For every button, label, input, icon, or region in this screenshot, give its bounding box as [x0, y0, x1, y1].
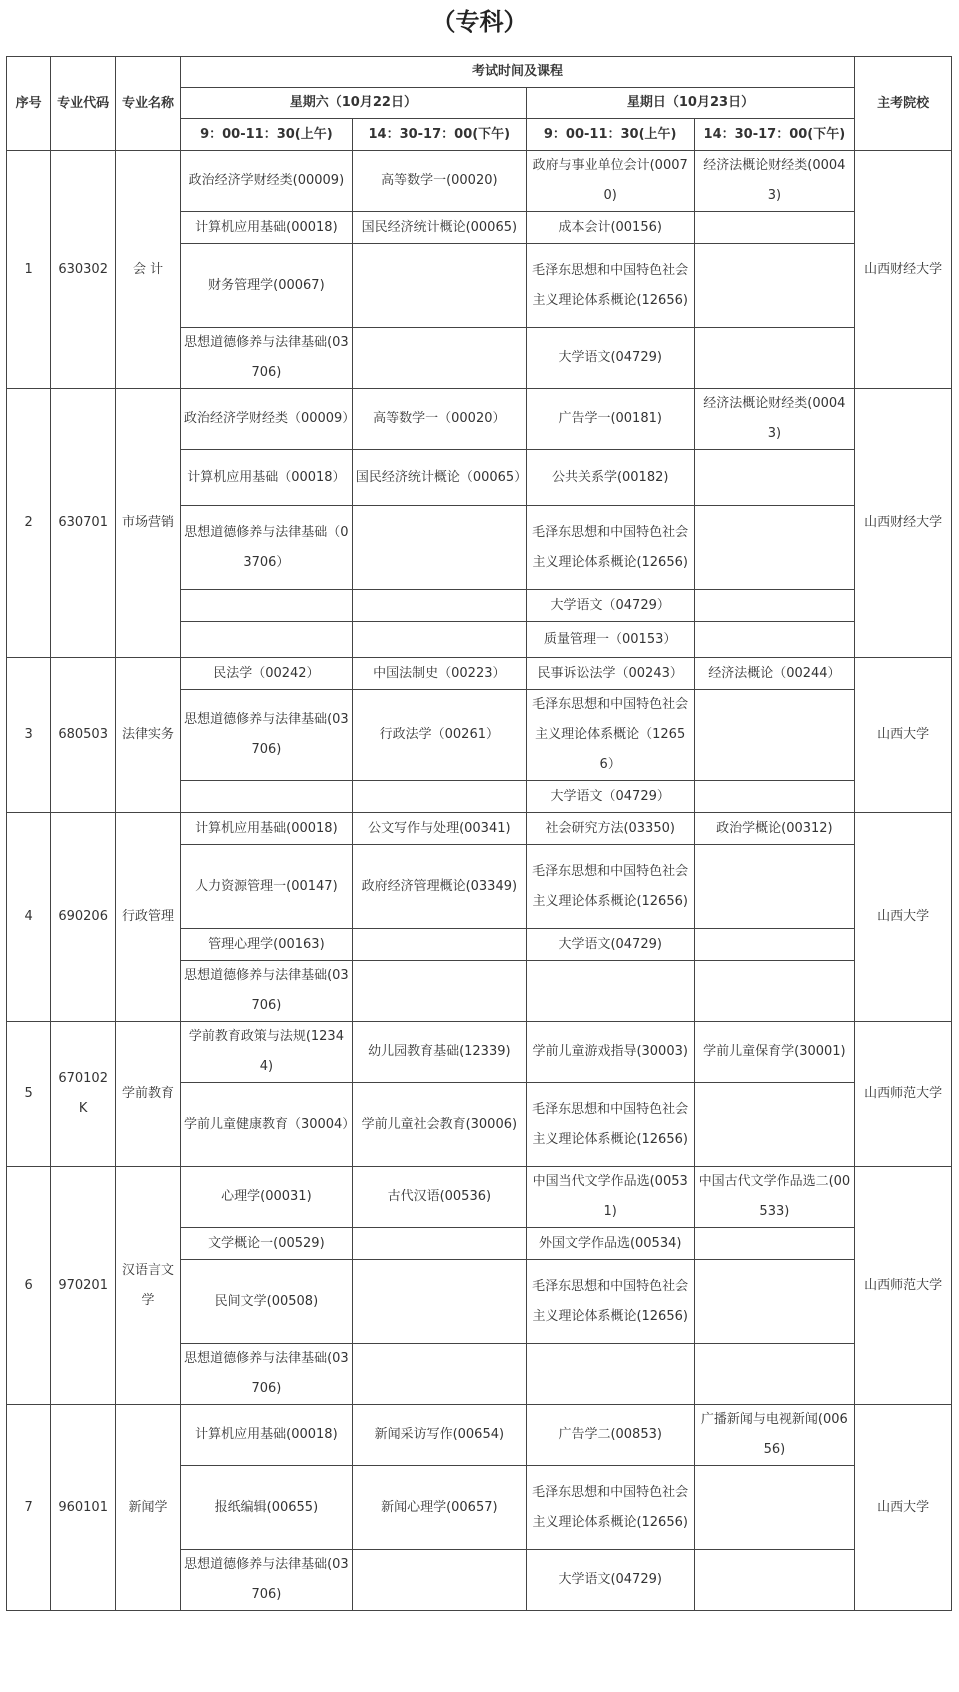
course-sun-afternoon [694, 328, 855, 389]
course-sat-morning: 计算机应用基础(00018) [180, 212, 352, 244]
header-sunday: 星期日（10月23日） [526, 88, 854, 119]
header-exam-time-courses: 考试时间及课程 [180, 57, 854, 88]
major-school: 山西大学 [855, 1405, 952, 1611]
major-seq: 2 [7, 389, 51, 658]
major-school: 山西大学 [855, 658, 952, 813]
course-sat-morning: 思想道德修养与法律基础(03706) [180, 1344, 352, 1405]
course-sat-afternoon [352, 929, 526, 961]
course-sat-morning: 学前儿童健康教育（30004） [180, 1083, 352, 1167]
major-code: 630302 [51, 151, 116, 389]
course-sun-morning: 政府与事业单位会计(00070) [526, 151, 694, 212]
table-row [7, 1405, 952, 1466]
course-sat-afternoon: 政府经济管理概论(03349) [352, 845, 526, 929]
course-sun-morning [526, 961, 694, 1022]
course-sun-afternoon: 经济法概论（00244） [694, 658, 855, 690]
course-sat-afternoon [352, 1344, 526, 1405]
course-sat-afternoon [352, 590, 526, 622]
course-sun-morning: 毛泽东思想和中国特色社会主义理论体系概论(12656) [526, 506, 694, 590]
course-sun-afternoon [694, 961, 855, 1022]
course-sun-afternoon [694, 781, 855, 813]
course-sun-afternoon [694, 1260, 855, 1344]
course-sat-afternoon [352, 1550, 526, 1611]
course-sun-morning: 质量管理一（00153） [526, 622, 694, 658]
course-sat-afternoon: 学前儿童社会教育(30006) [352, 1083, 526, 1167]
course-sun-afternoon [694, 1550, 855, 1611]
header-sat-morning: 9：00-11：30(上午) [180, 119, 352, 151]
course-sun-morning: 学前儿童游戏指导(30003) [526, 1022, 694, 1083]
course-sun-morning: 公共关系学(00182) [526, 450, 694, 506]
major-name: 汉语言文学 [116, 1167, 181, 1405]
course-sat-morning: 思想道德修养与法律基础(03706) [180, 690, 352, 781]
major-school: 山西大学 [855, 813, 952, 1022]
header-seq: 序号 [7, 57, 51, 151]
course-sun-morning [526, 1344, 694, 1405]
course-sat-afternoon [352, 781, 526, 813]
course-sun-afternoon [694, 1083, 855, 1167]
course-sun-morning: 大学语文(04729) [526, 328, 694, 389]
course-sat-morning: 心理学(00031) [180, 1167, 352, 1228]
course-sat-morning: 政治经济学财经类(00009) [180, 151, 352, 212]
course-sat-morning: 民法学（00242） [180, 658, 352, 690]
course-sat-afternoon [352, 506, 526, 590]
major-name: 市场营销 [116, 389, 181, 658]
course-sun-afternoon [694, 212, 855, 244]
header-sat-afternoon: 14：30-17：00(下午) [352, 119, 526, 151]
table-row [7, 813, 952, 845]
course-sun-afternoon: 经济法概论财经类(00043) [694, 389, 855, 450]
major-seq: 4 [7, 813, 51, 1022]
course-sat-afternoon: 高等数学一(00020) [352, 151, 526, 212]
major-name: 学前教育 [116, 1022, 181, 1167]
course-sat-morning: 管理心理学(00163) [180, 929, 352, 961]
major-name: 行政管理 [116, 813, 181, 1022]
course-sun-afternoon [694, 590, 855, 622]
header-major-name: 专业名称 [116, 57, 181, 151]
course-sun-morning: 大学语文(04729) [526, 929, 694, 961]
course-sat-afternoon [352, 1260, 526, 1344]
major-seq: 6 [7, 1167, 51, 1405]
course-sun-morning: 中国当代文学作品选(00531) [526, 1167, 694, 1228]
header-school: 主考院校 [855, 57, 952, 151]
course-sun-morning: 成本会计(00156) [526, 212, 694, 244]
major-school: 山西师范大学 [855, 1022, 952, 1167]
major-seq: 1 [7, 151, 51, 389]
header-sun-afternoon: 14：30-17：00(下午) [694, 119, 855, 151]
course-sat-morning: 文学概论一(00529) [180, 1228, 352, 1260]
major-code: 630701 [51, 389, 116, 658]
course-sat-afternoon: 高等数学一（00020） [352, 389, 526, 450]
table-row [7, 389, 952, 450]
major-code: 960101 [51, 1405, 116, 1611]
course-sat-afternoon: 幼儿园教育基础(12339) [352, 1022, 526, 1083]
major-name: 法律实务 [116, 658, 181, 813]
course-sat-morning [180, 590, 352, 622]
course-sun-morning: 毛泽东思想和中国特色社会主义理论体系概论(12656) [526, 1466, 694, 1550]
course-sat-morning: 思想道德修养与法律基础（03706） [180, 506, 352, 590]
course-sun-morning: 毛泽东思想和中国特色社会主义理论体系概论(12656) [526, 845, 694, 929]
course-sat-afternoon: 国民经济统计概论(00065) [352, 212, 526, 244]
course-sun-morning: 大学语文（04729） [526, 590, 694, 622]
course-sat-morning: 思想道德修养与法律基础(03706) [180, 328, 352, 389]
course-sat-morning: 思想道德修养与法律基础(03706) [180, 961, 352, 1022]
course-sun-afternoon: 中国古代文学作品选二(00533) [694, 1167, 855, 1228]
course-sat-afternoon [352, 244, 526, 328]
course-sat-afternoon: 公文写作与处理(00341) [352, 813, 526, 845]
header-sun-morning: 9：00-11：30(上午) [526, 119, 694, 151]
course-sun-afternoon: 政治学概论(00312) [694, 813, 855, 845]
table-row [7, 658, 952, 690]
major-seq: 7 [7, 1405, 51, 1611]
course-sat-morning: 财务管理学(00067) [180, 244, 352, 328]
major-school: 山西财经大学 [855, 151, 952, 389]
course-sun-afternoon [694, 845, 855, 929]
major-seq: 3 [7, 658, 51, 813]
major-code: 970201 [51, 1167, 116, 1405]
major-code: 670102K [51, 1022, 116, 1167]
header-saturday: 星期六（10月22日） [180, 88, 526, 119]
course-sun-morning: 毛泽东思想和中国特色社会主义理论体系概论(12656) [526, 244, 694, 328]
table-row [7, 1167, 952, 1228]
course-sat-afternoon [352, 328, 526, 389]
course-sun-morning: 毛泽东思想和中国特色社会主义理论体系概论(12656) [526, 1083, 694, 1167]
course-sat-morning: 政治经济学财经类（00009） [180, 389, 352, 450]
table-row [7, 1022, 952, 1083]
course-sat-afternoon: 行政法学（00261） [352, 690, 526, 781]
course-sat-afternoon: 国民经济统计概论（00065） [352, 450, 526, 506]
course-sun-afternoon [694, 244, 855, 328]
course-sun-afternoon [694, 450, 855, 506]
course-sun-afternoon [694, 1466, 855, 1550]
major-name: 会 计 [116, 151, 181, 389]
table-header [7, 57, 952, 151]
course-sun-afternoon [694, 622, 855, 658]
course-sat-morning [180, 622, 352, 658]
course-sat-morning: 思想道德修养与法律基础(03706) [180, 1550, 352, 1611]
course-sun-afternoon [694, 1228, 855, 1260]
course-sun-morning: 广告学一(00181) [526, 389, 694, 450]
major-school: 山西财经大学 [855, 389, 952, 658]
course-sat-afternoon: 新闻采访写作(00654) [352, 1405, 526, 1466]
course-sat-morning: 人力资源管理一(00147) [180, 845, 352, 929]
course-sun-morning: 民事诉讼法学（00243） [526, 658, 694, 690]
course-sat-morning: 报纸编辑(00655) [180, 1466, 352, 1550]
major-seq: 5 [7, 1022, 51, 1167]
course-sun-afternoon [694, 929, 855, 961]
course-sun-afternoon [694, 506, 855, 590]
table-row [7, 151, 952, 212]
course-sat-morning: 计算机应用基础(00018) [180, 813, 352, 845]
course-sun-afternoon: 经济法概论财经类(00043) [694, 151, 855, 212]
course-sat-morning: 民间文学(00508) [180, 1260, 352, 1344]
course-sun-morning: 大学语文（04729） [526, 781, 694, 813]
course-sat-morning: 计算机应用基础(00018) [180, 1405, 352, 1466]
course-sun-morning: 毛泽东思想和中国特色社会主义理论体系概论(12656) [526, 1260, 694, 1344]
major-school: 山西师范大学 [855, 1167, 952, 1405]
course-sat-morning: 计算机应用基础（00018） [180, 450, 352, 506]
course-sun-afternoon [694, 690, 855, 781]
major-code: 690206 [51, 813, 116, 1022]
major-name: 新闻学 [116, 1405, 181, 1611]
course-sat-afternoon [352, 1228, 526, 1260]
course-sat-afternoon: 新闻心理学(00657) [352, 1466, 526, 1550]
course-sun-morning: 大学语文(04729) [526, 1550, 694, 1611]
exam-schedule-table [6, 56, 952, 1611]
course-sat-afternoon: 古代汉语(00536) [352, 1167, 526, 1228]
course-sat-morning: 学前教育政策与法规(12344) [180, 1022, 352, 1083]
course-sun-afternoon: 广播新闻与电视新闻(00656) [694, 1405, 855, 1466]
course-sat-afternoon [352, 622, 526, 658]
course-sun-afternoon [694, 1344, 855, 1405]
header-major-code: 专业代码 [51, 57, 116, 151]
course-sun-afternoon: 学前儿童保育学(30001) [694, 1022, 855, 1083]
page-title: （专科） [431, 8, 528, 36]
table-body [7, 151, 952, 1611]
course-sat-afternoon [352, 961, 526, 1022]
major-code: 680503 [51, 658, 116, 813]
course-sat-afternoon: 中国法制史（00223） [352, 658, 526, 690]
course-sun-morning: 社会研究方法(03350) [526, 813, 694, 845]
course-sun-morning: 毛泽东思想和中国特色社会主义理论体系概论（12656） [526, 690, 694, 781]
course-sat-morning [180, 781, 352, 813]
course-sun-morning: 外国文学作品选(00534) [526, 1228, 694, 1260]
course-sun-morning: 广告学二(00853) [526, 1405, 694, 1466]
